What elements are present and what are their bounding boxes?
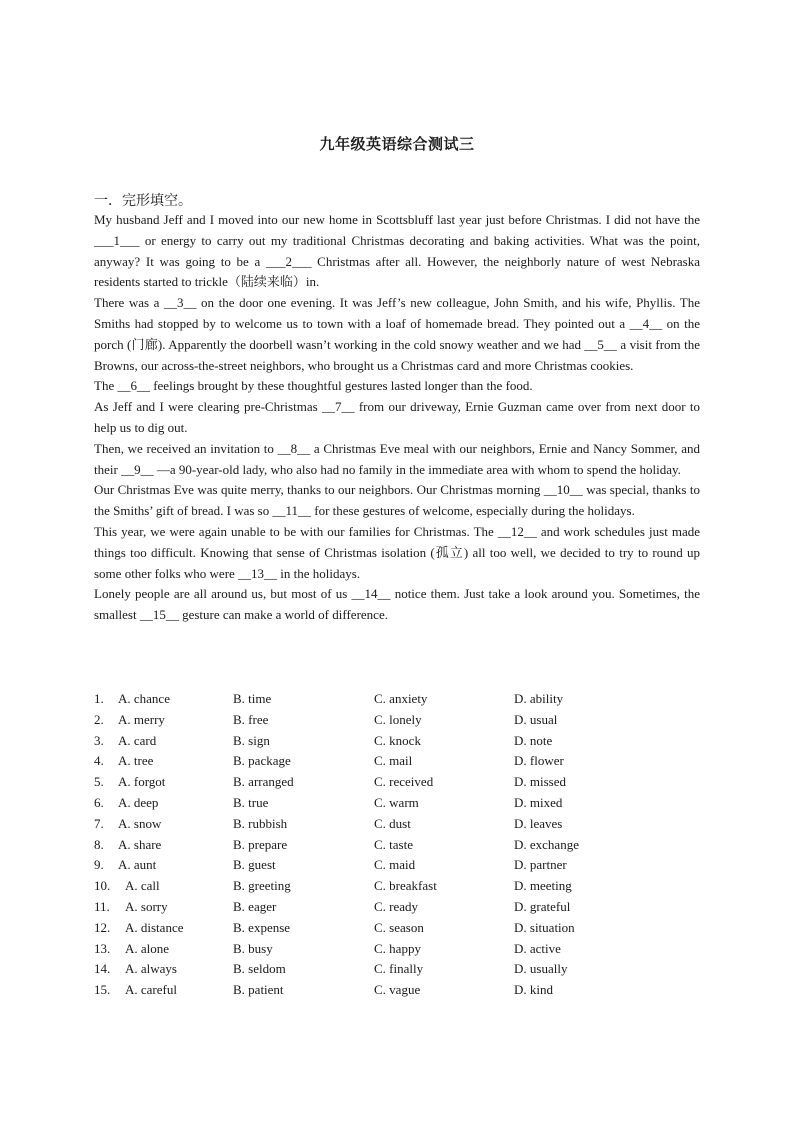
option-d: D. missed bbox=[514, 774, 566, 790]
option-b: B. true bbox=[233, 794, 269, 810]
option-d: D. note bbox=[514, 732, 553, 748]
option-a: A. tree bbox=[118, 753, 154, 769]
question-row bbox=[94, 814, 700, 835]
option-d: D. usually bbox=[514, 961, 568, 977]
option-d: D. meeting bbox=[514, 878, 572, 894]
question-row bbox=[94, 835, 700, 856]
option-d: D. active bbox=[514, 940, 561, 956]
option-b: B. guest bbox=[233, 857, 276, 873]
section-heading: 一．完形填空。 bbox=[94, 193, 192, 209]
option-c: C. lonely bbox=[374, 711, 422, 727]
option-b: B. prepare bbox=[233, 836, 288, 852]
option-a: A. share bbox=[118, 836, 162, 852]
option-a: A. aunt bbox=[118, 857, 157, 873]
option-c: C. dust bbox=[374, 815, 411, 831]
option-b: B. time bbox=[233, 691, 272, 706]
option-a: A. snow bbox=[118, 815, 162, 831]
passage-paragraph: There was a __3__ on the door one evening. It was Jeff’s new colleague, John Smith, and his wife, Phyllis. The Smiths had stopped by to welcome us to town with a loaf of homemade bread. They pointed out a __4__ on the porch (门廊). Apparently the doorbell wasn’t working in the cold snowy weather and we had __5__ a visit from the Browns, our across-the-street neighbors, who brought us a Christmas card and more Christmas cookies. bbox=[94, 295, 700, 373]
passage-paragraph: This year, we were again unable to be with our families for Christmas. The __12__ and work schedules just made things too difficult. Knowing that sense of Christmas isolation (孤立) all too well, we decided to try to round up some other folks who were __13__ in the holidays. bbox=[94, 523, 700, 581]
question-number: 9. bbox=[94, 857, 104, 873]
passage-paragraph: Our Christmas Eve was quite merry, thanks to our neighbors. Our Christmas morning __10__ was special, thanks to the Smiths’ gift of bread. I was so __11__ for these gestures of welcome, especially during the holidays. bbox=[94, 482, 700, 519]
option-b: B. patient bbox=[233, 982, 284, 998]
option-d: D. ability bbox=[514, 691, 564, 706]
option-c: C. maid bbox=[374, 857, 416, 873]
question-row bbox=[94, 772, 700, 793]
passage-paragraph: My husband Jeff and I moved into our new home in Scottsbluff last year just before Christmas. I did not have the ___1___ or energy to carry out my traditional Christmas decorating and baking activities. What was the point, anyway? It was going to be a ___2___ Christmas after all. However, the neighborly nature of west Nebraska residents started to trickle（陆续来临）in. bbox=[94, 212, 700, 290]
option-d: D. exchange bbox=[514, 836, 579, 852]
option-b: B. expense bbox=[233, 919, 291, 935]
question-row bbox=[94, 918, 700, 939]
option-b: B. package bbox=[233, 753, 291, 769]
option-c: C. received bbox=[374, 774, 434, 790]
question-row bbox=[94, 751, 700, 772]
cloze-passage bbox=[94, 210, 700, 626]
option-d: D. flower bbox=[514, 753, 564, 769]
question-number: 4. bbox=[94, 753, 104, 769]
option-d: D. mixed bbox=[514, 794, 563, 810]
option-d: D. partner bbox=[514, 857, 567, 873]
option-b: B. busy bbox=[233, 940, 273, 956]
option-a: A. always bbox=[125, 961, 177, 977]
question-number: 1. bbox=[94, 691, 104, 706]
option-a: A. deep bbox=[118, 794, 159, 810]
option-d: D. situation bbox=[514, 919, 575, 935]
question-row bbox=[94, 689, 700, 710]
question-row bbox=[94, 793, 700, 814]
option-b: B. greeting bbox=[233, 878, 291, 894]
option-c: C. warm bbox=[374, 794, 419, 810]
option-d: D. grateful bbox=[514, 898, 571, 914]
option-b: B. arranged bbox=[233, 774, 294, 790]
question-number: 6. bbox=[94, 794, 104, 810]
option-c: C. ready bbox=[374, 898, 419, 914]
options-list bbox=[94, 689, 700, 1001]
option-b: B. sign bbox=[233, 732, 270, 748]
option-b: B. free bbox=[233, 711, 269, 727]
option-c: C. mail bbox=[374, 753, 413, 769]
question-number: 15. bbox=[94, 982, 111, 998]
option-a: A. sorry bbox=[125, 898, 168, 914]
question-number: 5. bbox=[94, 774, 104, 790]
option-b: B. rubbish bbox=[233, 815, 288, 831]
question-row bbox=[94, 939, 700, 960]
option-c: C. taste bbox=[374, 836, 413, 852]
option-a: A. forgot bbox=[118, 774, 166, 790]
option-c: C. happy bbox=[374, 940, 421, 956]
passage-paragraph: Lonely people are all around us, but most of us __14__ notice them. Just take a look around you. Sometimes, the smallest __15__ gesture can make a world of difference. bbox=[94, 586, 700, 623]
passage-paragraph: The __6__ feelings brought by these thoughtful gestures lasted longer than the food. bbox=[94, 378, 533, 394]
question-number: 14. bbox=[94, 961, 111, 977]
option-c: C. knock bbox=[374, 732, 421, 748]
page-title: 九年级英语综合测试三 bbox=[319, 135, 475, 153]
question-row bbox=[94, 710, 700, 731]
option-b: B. eager bbox=[233, 898, 277, 914]
question-row bbox=[94, 959, 700, 980]
question-number: 13. bbox=[94, 940, 111, 956]
option-c: C. anxiety bbox=[374, 691, 428, 706]
option-c: C. vague bbox=[374, 982, 421, 998]
question-row bbox=[94, 855, 700, 876]
option-a: A. chance bbox=[118, 691, 170, 706]
option-c: C. finally bbox=[374, 961, 424, 977]
option-a: A. merry bbox=[118, 711, 165, 727]
option-b: B. seldom bbox=[233, 961, 286, 977]
option-c: C. season bbox=[374, 919, 424, 935]
question-number: 12. bbox=[94, 919, 111, 935]
question-row bbox=[94, 731, 700, 752]
option-d: D. leaves bbox=[514, 815, 563, 831]
question-row bbox=[94, 980, 700, 1001]
question-number: 2. bbox=[94, 711, 104, 727]
passage-paragraph: As Jeff and I were clearing pre-Christmas __7__ from our driveway, Ernie Guzman came over from next door to help us to dig out. bbox=[94, 399, 700, 435]
question-number: 8. bbox=[94, 836, 104, 852]
question-row bbox=[94, 897, 700, 918]
question-number: 10. bbox=[94, 878, 111, 894]
option-a: A. alone bbox=[125, 940, 170, 956]
question-number: 3. bbox=[94, 732, 104, 748]
option-a: A. card bbox=[118, 732, 157, 748]
question-number: 11. bbox=[94, 898, 110, 914]
option-a: A. careful bbox=[125, 982, 177, 998]
question-number: 7. bbox=[94, 815, 104, 831]
option-c: C. breakfast bbox=[374, 878, 437, 894]
option-a: A. distance bbox=[125, 919, 184, 935]
question-row bbox=[94, 876, 700, 897]
passage-paragraph: Then, we received an invitation to __8__ a Christmas Eve meal with our neighbors, Ernie and Nancy Sommer, and their __9__ —a 90-year-old lady, who also had no family in the immediate area with whom to spend the holiday. bbox=[94, 440, 700, 477]
option-d: D. kind bbox=[514, 982, 553, 998]
option-a: A. call bbox=[125, 878, 160, 894]
option-d: D. usual bbox=[514, 711, 558, 727]
